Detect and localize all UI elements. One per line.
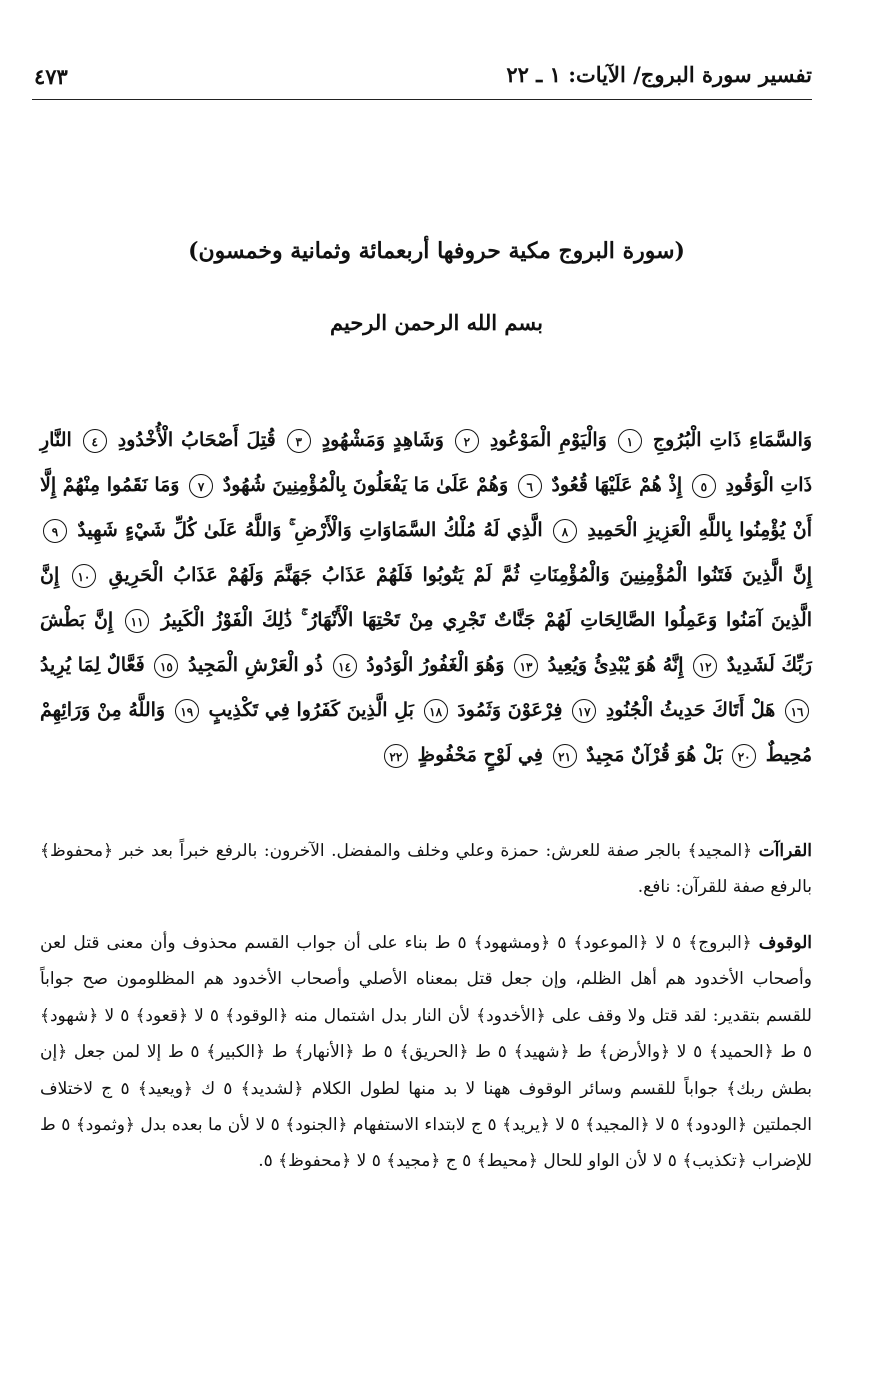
ayah-number-marker: ٣ xyxy=(287,429,311,453)
ayah-number-marker: ١ xyxy=(618,429,642,453)
ayah-number-marker: ١٢ xyxy=(693,654,717,678)
ayah-text: إِنَّهُ هُوَ يُبْدِئُ وَيُعِيدُ xyxy=(547,654,684,676)
ayah-number-marker: ٧ xyxy=(189,474,213,498)
ayah-text: النَّارِ ذَاتِ الْوَقُودِ xyxy=(40,429,813,496)
ayah-text: الَّذِي لَهُ مُلْكُ السَّمَاوَاتِ وَالْأَرْضِ ۚ وَاللَّهُ عَلَىٰ كُلِّ شَيْءٍ شَهِيدٌ xyxy=(77,519,543,541)
ayah-text: فِرْعَوْنَ وَثَمُودَ xyxy=(457,699,563,721)
waqf-text: ﴿البروج﴾ ٥ لا ﴿الموعود﴾ ٥ ﴿ومشهود﴾ ٥ ط بناء على أن جواب القسم محذوف وأن معنى قتل لعن وأصحاب الأخدود هم أهل الظلم، وإن جعل قتل بمعناه الأصلي وأصحاب الأخدود هم المظلومون صح جواباً للقسم بتقدير: لقد قتل ولا وقف على ﴿الأخدود﴾ لأن النار بدل اشتمال منه ﴿الوقود﴾ ٥ لا ﴿قعود﴾ ٥ لا ﴿شهود﴾ ٥ ط ﴿الحميد﴾ ٥ لا ﴿والأرض﴾ ط ﴿شهيد﴾ ٥ ط ﴿الحريق﴾ ٥ ط ﴿الأنهار﴾ ط ﴿الكبير﴾ ٥ ط إلا لمن جعل ﴿إن بطش ربك﴾ جواباً للقسم وسائر الوقوف ههنا لا بد منها لطول الكلام ﴿لشديد﴾ ٥ ك ﴿ويعيد﴾ ٥ ج لاختلاف الجملتين ﴿الودود﴾ ٥ لا ﴿المجيد﴾ ٥ لا ﴿يريد﴾ ٥ ج لابتداء الاستفهام ﴿الجنود﴾ ٥ لا لأن ما بعده بدل ﴿وثمود﴾ ٥ ط للإضراب ﴿تكذيب﴾ ٥ لا لأن الواو للحال ﴿محيط﴾ ٥ ج ﴿مجيد﴾ ٥ لا ﴿محفوظ﴾ ٥. xyxy=(40,933,812,1172)
ayah-text: بَلْ هُوَ قُرْآنٌ مَجِيدٌ xyxy=(586,744,723,766)
ayah-number-marker: ١٥ xyxy=(154,654,178,678)
page-number: ٤٧٣ xyxy=(34,64,68,89)
ayah-number-marker: ١٩ xyxy=(175,699,199,723)
quran-verses xyxy=(40,418,812,778)
basmala: بسم الله الرحمن الرحيم xyxy=(330,310,543,335)
ayah-number-marker: ١٦ xyxy=(785,699,809,723)
ayah-text: هَلْ أَتَاكَ حَدِيثُ الْجُنُودِ xyxy=(605,699,776,721)
qiraat-text: ﴿المجيد﴾ بالجر صفة للعرش: حمزة وعلي وخلف والمفضل. الآخرون: بالرفع خبراً بعد خبر ﴿محفوظ﴾ بالرفع صفة للقرآن: نافع. xyxy=(40,841,812,897)
ayah-number-marker: ١٨ xyxy=(424,699,448,723)
ayah-text: وَهُوَ الْغَفُورُ الْوَدُودُ xyxy=(366,654,505,676)
ayah-text: بَلِ الَّذِينَ كَفَرُوا فِي تَكْذِيبٍ xyxy=(208,699,414,721)
ayah-number-marker: ٦ xyxy=(518,474,542,498)
qiraat-paragraph xyxy=(40,833,812,905)
ayah-number-marker: ٩ xyxy=(43,519,67,543)
running-title: تفسير سورة البروج/ الآيات: ١ ـ ٢٢ xyxy=(506,62,812,87)
ayah-text: وَالسَّمَاءِ ذَاتِ الْبُرُوجِ xyxy=(652,429,813,451)
ayah-number-marker: ٢١ xyxy=(553,744,577,768)
ayah-text: وَالْيَوْمِ الْمَوْعُودِ xyxy=(489,429,607,451)
ayah-number-marker: ٢ xyxy=(455,429,479,453)
ayah-number-marker: ١٤ xyxy=(333,654,357,678)
ayah-number-marker: ٥ xyxy=(692,474,716,498)
ayah-text: وَمَا نَقَمُوا مِنْهُمْ إِلَّا أَنْ يُؤْمِنُوا بِاللَّهِ الْعَزِيزِ الْحَمِيدِ xyxy=(40,474,812,541)
ayah-text: إِنَّ الَّذِينَ فَتَنُوا الْمُؤْمِنِينَ وَالْمُؤْمِنَاتِ ثُمَّ لَمْ يَتُوبُوا فَلَهُمْ عَذَابُ جَهَنَّمَ وَلَهُمْ عَذَابُ الْحَرِيقِ xyxy=(108,564,812,586)
ayah-text: وَاللَّهُ مِنْ وَرَائِهِمْ مُحِيطٌ xyxy=(40,699,812,766)
waqf-paragraph xyxy=(40,925,812,1180)
qiraat-heading: القراآت xyxy=(758,841,813,861)
ayah-number-marker: ١١ xyxy=(125,609,149,633)
ayah-text: وَشَاهِدٍ وَمَشْهُودٍ xyxy=(321,429,444,451)
ayah-number-marker: ١٣ xyxy=(514,654,538,678)
ayah-text: وَهُمْ عَلَىٰ مَا يَفْعَلُونَ بِالْمُؤْمِنِينَ شُهُودٌ xyxy=(222,474,509,496)
ayah-number-marker: ١٠ xyxy=(72,564,96,588)
surah-title: (سورة البروج مكية حروفها أربعمائة وثمانية وخمسون) xyxy=(188,238,685,264)
ayah-text: إِنَّ الَّذِينَ آمَنُوا وَعَمِلُوا الصَّالِحَاتِ لَهُمْ جَنَّاتٌ تَجْرِي مِنْ تَحْتِهَا الْأَنْهَارُ ۚ ذَٰلِكَ الْفَوْزُ الْكَبِيرُ xyxy=(40,564,812,631)
ayah-number-marker: ١٧ xyxy=(572,699,596,723)
ayah-number-marker: ٤ xyxy=(83,429,107,453)
waqf-heading: الوقوف xyxy=(758,933,813,953)
running-header xyxy=(34,62,812,98)
ayah-text: فَعَّالٌ لِمَا يُرِيدُ xyxy=(40,654,145,676)
ayah-text: ذُو الْعَرْشِ الْمَجِيدُ xyxy=(188,654,323,676)
header-divider xyxy=(32,99,812,100)
ayah-text: فِي لَوْحٍ مَحْفُوظٍ xyxy=(417,744,543,766)
ayah-number-marker: ٢٠ xyxy=(732,744,756,768)
ayah-text: إِذْ هُمْ عَلَيْهَا قُعُودٌ xyxy=(551,474,683,496)
ayah-number-marker: ٢٢ xyxy=(384,744,408,768)
ayah-text: قُتِلَ أَصْحَابُ الْأُخْدُودِ xyxy=(117,429,276,451)
ayah-number-marker: ٨ xyxy=(553,519,577,543)
ayah-text: إِنَّ بَطْشَ رَبِّكَ لَشَدِيدٌ xyxy=(40,609,812,676)
